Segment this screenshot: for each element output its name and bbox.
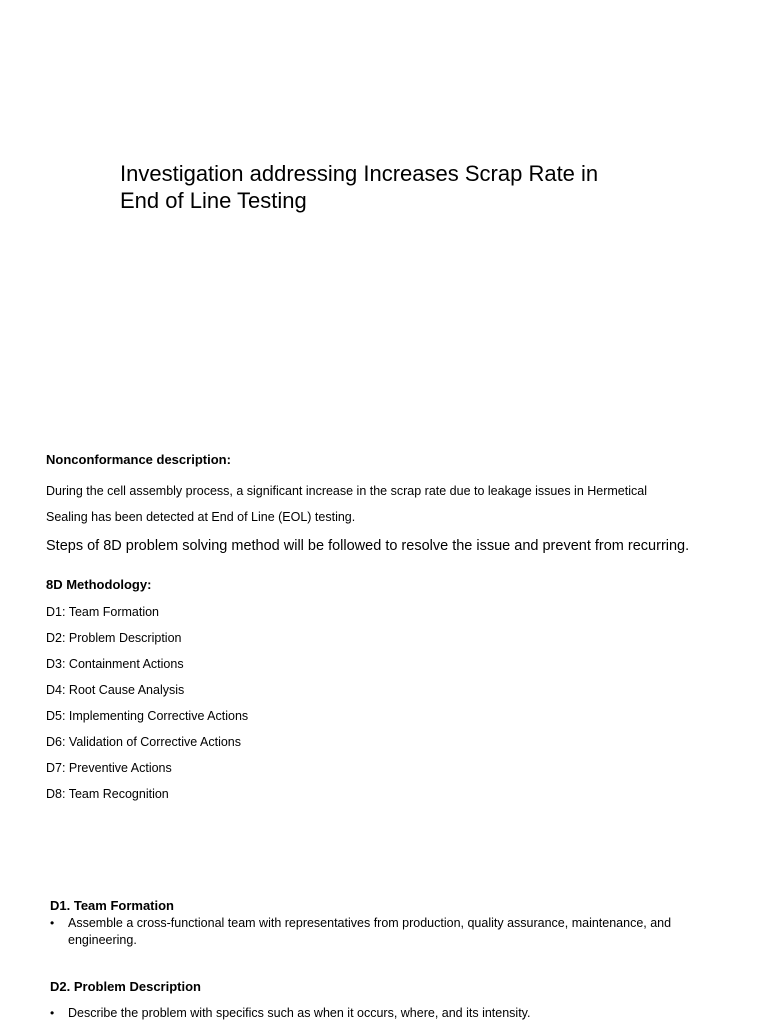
- section-heading: D1. Team Formation: [50, 898, 175, 913]
- methodology-heading: 8D Methodology:: [46, 577, 152, 592]
- nonconformance-heading: Nonconformance description:: [46, 452, 231, 467]
- title-line-1: Investigation addressing Increases Scrap Rate in: [120, 161, 599, 186]
- bullet-item: [50, 1005, 720, 1022]
- title-line-2: End of Line Testing: [120, 188, 307, 213]
- methodology-item: D5: Implementing Corrective Actions: [46, 709, 249, 723]
- bullet-text: Assemble a cross-functional team with representatives from production, quality assurance, maintenance, and engineering.: [68, 916, 672, 947]
- bullet-list: [50, 915, 720, 949]
- methodology-item: D3: Containment Actions: [46, 657, 184, 671]
- nonconformance-line-1: During the cell assembly process, a significant increase in the scrap rate due to leakage issues in Hermetical: [46, 484, 647, 498]
- methodology-item: D8: Team Recognition: [46, 787, 169, 801]
- bullet-item: [50, 915, 720, 949]
- bullet-icon: •: [50, 1006, 55, 1020]
- section-d1-team-formation: [50, 897, 720, 949]
- methodology-item: D1: Team Formation: [46, 605, 160, 619]
- methodology-item: D6: Validation of Corrective Actions: [46, 735, 242, 749]
- steps-statement: Steps of 8D problem solving method will be followed to resolve the issue and prevent from recurring.: [46, 538, 690, 554]
- methodology-list: [46, 599, 248, 807]
- methodology-item: D7: Preventive Actions: [46, 761, 172, 775]
- section-d2-problem-description: [50, 978, 720, 1022]
- bullet-text: Describe the problem with specifics such as when it occurs, where, and its intensity.: [68, 1006, 531, 1020]
- document-title: [120, 160, 680, 214]
- bullet-icon: •: [50, 916, 55, 930]
- methodology-item: D2: Problem Description: [46, 631, 182, 645]
- methodology-item: D4: Root Cause Analysis: [46, 683, 185, 697]
- nonconformance-description: [46, 478, 726, 530]
- section-heading: D2. Problem Description: [50, 979, 201, 994]
- nonconformance-line-2: Sealing has been detected at End of Line (EOL) testing.: [46, 510, 356, 524]
- bullet-list: [50, 1005, 720, 1022]
